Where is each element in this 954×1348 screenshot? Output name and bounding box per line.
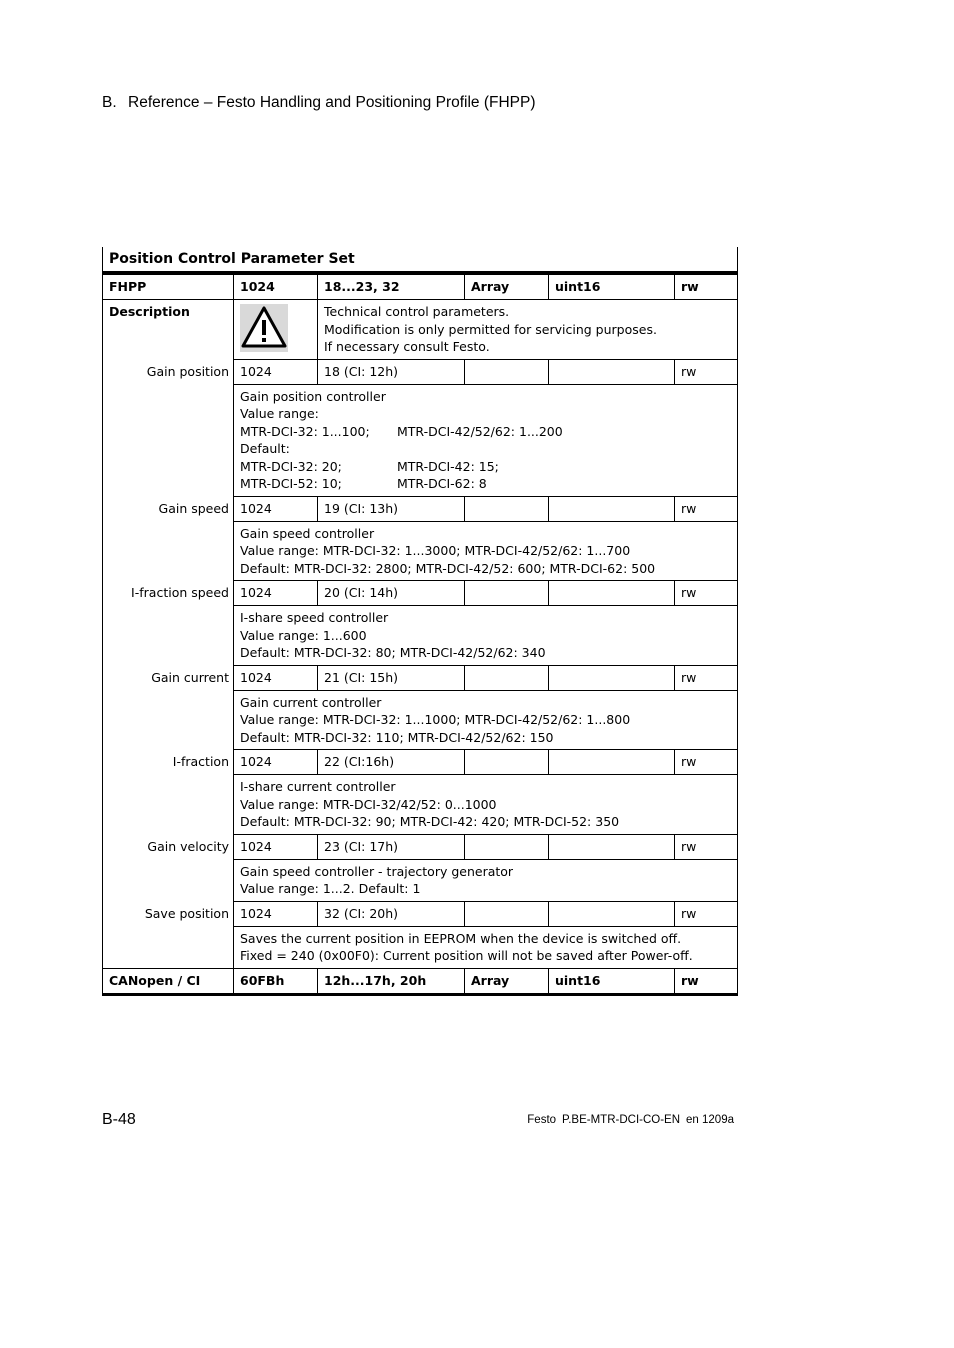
- param-class: [465, 359, 549, 384]
- param-description-line: [240, 440, 731, 458]
- description-line: Technical control parameters.: [324, 304, 510, 319]
- description-line: Modification is only permitted for servicing purposes.: [324, 321, 657, 337]
- param-description: [234, 926, 738, 968]
- param-description: [234, 690, 738, 750]
- param-description-row: [103, 926, 738, 968]
- description-row: [103, 300, 738, 360]
- param-type: [549, 359, 675, 384]
- param-type: [549, 665, 675, 690]
- param-value-cell: MTR-DCI-62: 8: [397, 476, 487, 491]
- param-value-cell: MTR-DCI-32: 1...100;: [240, 423, 370, 439]
- param-description-row: [103, 384, 738, 496]
- fhpp-subindex: 18...23, 32: [318, 273, 465, 300]
- param-description: [234, 521, 738, 581]
- param-description: [234, 384, 738, 496]
- param-value-cell: MTR-DCI-42/52/62: 1...200: [397, 423, 563, 439]
- fhpp-pnu: 1024: [234, 273, 318, 300]
- footer-doc-info: [527, 1114, 734, 1126]
- param-pnu: 1024: [234, 496, 318, 521]
- param-description-line: Gain speed controller: [240, 525, 375, 541]
- description-label: Description: [103, 300, 234, 360]
- param-class: [465, 581, 549, 606]
- param-description-line: [240, 475, 731, 493]
- param-label-spacer: [103, 775, 234, 835]
- warning-triangle-icon: [240, 304, 288, 352]
- param-pnu: 1024: [234, 834, 318, 859]
- param-description-line: Value range: 1...600: [240, 627, 367, 643]
- description-line: If necessary consult Festo.: [324, 339, 490, 354]
- param-value-cell: MTR-DCI-42: 15;: [397, 458, 499, 474]
- canopen-cell: CANopen / CI: [103, 968, 234, 994]
- param-pnu: 1024: [234, 359, 318, 384]
- param-subindex: 22 (CI:16h): [318, 750, 465, 775]
- param-description-line: Default: MTR-DCI-32: 80; MTR-DCI-42/52/62: 340: [240, 645, 546, 660]
- canopen-class: Array: [465, 968, 549, 994]
- param-type: [549, 581, 675, 606]
- warning-cell: [234, 300, 318, 360]
- param-subindex: 20 (CI: 14h): [318, 581, 465, 606]
- chapter-heading: [102, 94, 536, 112]
- param-description-line: I-share current controller: [240, 779, 396, 794]
- param-subindex: 19 (CI: 13h): [318, 496, 465, 521]
- param-label: Save position: [103, 901, 234, 926]
- canopen-type: uint16: [549, 968, 675, 994]
- parameter-table: [102, 247, 738, 996]
- param-value-cell: MTR-DCI-32: 20;: [240, 458, 342, 474]
- param-access: rw: [675, 496, 738, 521]
- param-subindex: 32 (CI: 20h): [318, 901, 465, 926]
- param-subindex: 18 (CI: 12h): [318, 359, 465, 384]
- param-class: [465, 834, 549, 859]
- param-description-line: Gain position controller: [240, 388, 386, 404]
- param-description-row: [103, 859, 738, 901]
- param-description-row: [103, 690, 738, 750]
- param-pnu: 1024: [234, 665, 318, 690]
- fhpp-access: rw: [675, 273, 738, 300]
- param-type: [549, 750, 675, 775]
- page-number: B-48: [102, 1111, 136, 1128]
- canopen-access: rw: [675, 968, 738, 994]
- param-subindex: 21 (CI: 15h): [318, 665, 465, 690]
- param-row: [103, 834, 738, 859]
- param-description: [234, 775, 738, 835]
- param-access: rw: [675, 834, 738, 859]
- param-label: Gain position: [103, 359, 234, 384]
- param-pnu: 1024: [234, 581, 318, 606]
- param-description-line: Gain current controller: [240, 694, 382, 710]
- param-description-line: Value range:: [240, 406, 319, 421]
- param-class: [465, 665, 549, 690]
- fhpp-type: uint16: [549, 273, 675, 300]
- param-label: Gain velocity: [103, 834, 234, 859]
- description-text: [318, 300, 738, 360]
- fhpp-class: Array: [465, 273, 549, 300]
- param-description-row: [103, 775, 738, 835]
- param-description: [234, 859, 738, 901]
- param-access: rw: [675, 901, 738, 926]
- param-access: rw: [675, 359, 738, 384]
- param-description: [234, 606, 738, 666]
- param-access: rw: [675, 665, 738, 690]
- footer-version: en 1209a: [686, 1114, 734, 1126]
- param-label-spacer: [103, 384, 234, 496]
- param-row: [103, 581, 738, 606]
- chapter-title: Reference – Festo Handling and Positioning Profile (FHPP): [128, 94, 536, 111]
- param-description-line: Value range: MTR-DCI-32/42/52: 0...1000: [240, 796, 497, 812]
- param-pnu: 1024: [234, 901, 318, 926]
- param-description-line: [240, 458, 731, 476]
- param-description-line: [240, 423, 731, 441]
- param-description-row: [103, 606, 738, 666]
- param-class: [465, 496, 549, 521]
- param-row: [103, 359, 738, 384]
- param-row: [103, 750, 738, 775]
- param-class: [465, 901, 549, 926]
- param-label-spacer: [103, 606, 234, 666]
- param-description-line: Saves the current position in EEPROM when the device is switched off.: [240, 930, 682, 946]
- param-description-line: Value range: MTR-DCI-32: 1...3000; MTR-DCI-42/52/62: 1...700: [240, 543, 631, 558]
- param-label: I-fraction: [103, 750, 234, 775]
- param-label: Gain speed: [103, 496, 234, 521]
- param-row: [103, 665, 738, 690]
- param-description-line: Default: MTR-DCI-32: 90; MTR-DCI-42: 420; MTR-DCI-52: 350: [240, 814, 620, 829]
- param-description-line: Value range: MTR-DCI-32: 1...1000; MTR-DCI-42/52/62: 1...800: [240, 712, 631, 727]
- param-row: [103, 901, 738, 926]
- fhpp-cell: FHPP: [103, 273, 234, 300]
- fhpp-row: [103, 273, 738, 300]
- param-description-line: Value range: 1...2. Default: 1: [240, 881, 421, 896]
- param-class: [465, 750, 549, 775]
- param-value-cell: Default:: [240, 441, 290, 456]
- param-label-spacer: [103, 690, 234, 750]
- param-label: Gain current: [103, 665, 234, 690]
- param-label-spacer: [103, 926, 234, 968]
- param-label-spacer: [103, 521, 234, 581]
- param-pnu: 1024: [234, 750, 318, 775]
- param-description-line: Gain speed controller - trajectory generator: [240, 863, 514, 879]
- param-subindex: 23 (CI: 17h): [318, 834, 465, 859]
- param-access: rw: [675, 750, 738, 775]
- param-label-spacer: [103, 859, 234, 901]
- param-type: [549, 834, 675, 859]
- param-row: [103, 496, 738, 521]
- canopen-subindex: 12h...17h, 20h: [318, 968, 465, 994]
- footer-doc-id: P.BE-MTR-DCI-CO-EN: [562, 1114, 681, 1126]
- param-description-row: [103, 521, 738, 581]
- param-access: rw: [675, 581, 738, 606]
- param-description-line: I-share speed controller: [240, 610, 389, 625]
- canopen-row: [103, 968, 738, 994]
- param-description-line: Default: MTR-DCI-32: 110; MTR-DCI-42/52/62: 150: [240, 729, 554, 745]
- param-description-line: Default: MTR-DCI-32: 2800; MTR-DCI-42/52: 600; MTR-DCI-62: 500: [240, 560, 656, 576]
- footer-publisher: Festo: [527, 1114, 557, 1126]
- canopen-index: 60FBh: [234, 968, 318, 994]
- param-type: [549, 496, 675, 521]
- chapter-number: B.: [102, 94, 117, 111]
- param-value-cell: MTR-DCI-52: 10;: [240, 476, 342, 491]
- param-label: I-fraction speed: [103, 581, 234, 606]
- param-type: [549, 901, 675, 926]
- table-title: Position Control Parameter Set: [103, 247, 738, 273]
- param-description-line: Fixed = 240 (0x00F0): Current position will not be saved after Power-off.: [240, 948, 693, 963]
